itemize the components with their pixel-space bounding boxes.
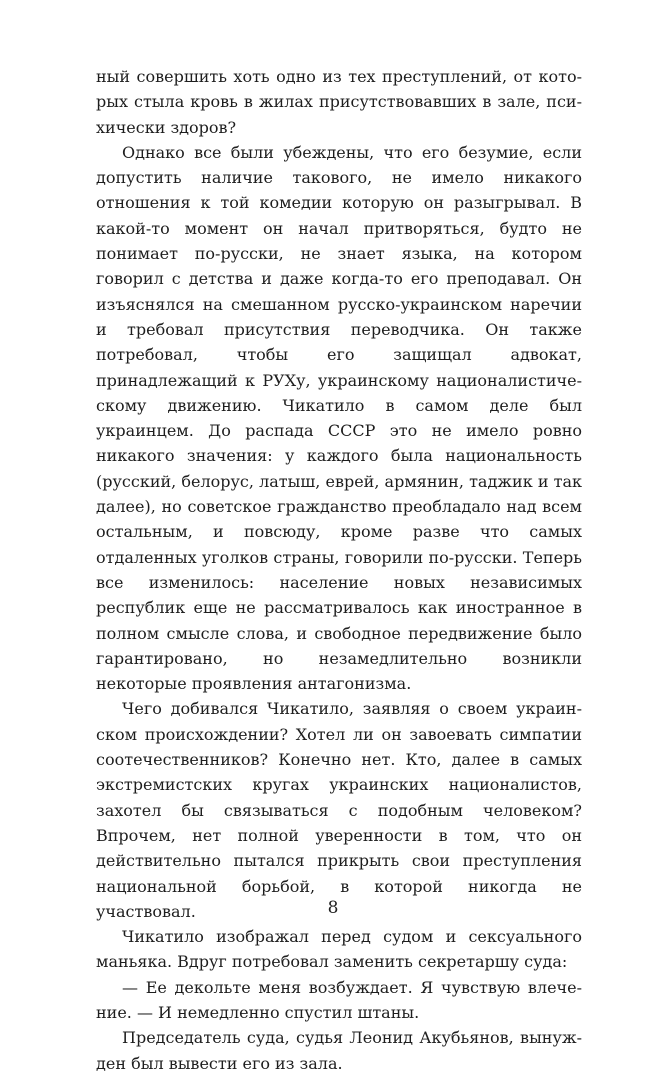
page-number: 8 (327, 898, 339, 918)
paragraph-3: Чего добивался Чикатило, заявляя о своем украинском происхождении? Хотел ли он завоевать симпатии соотечественников? Конечно нет. Кто, далее в самых экстремистских кругах украинских националистов, захотел бы связываться с подобным человеком? Впрочем, нет полной уверенности в том, что он действительно пытался прикрыть свои преступления национальной борьбой, в которой никогда не участвовал. (96, 699, 582, 921)
paragraph-1: ный совершить хоть одно из тех преступлений, от которых стыла кровь в жилах присутствовавших в зале, психически здоров? (96, 67, 582, 137)
paragraph-2: Однако все были убеждены, что его безумие, если допустить наличие такового, не имело никакого отношения к той комедии которую он разыгрывал. В какой-то момент он начал притворяться, будто не понимает по-русски, не знает языка, на котором говорил с детства и даже когда-то его преподавал. Он изъяснялся на смешанном русско-украинском наречии и требовал присутствия переводчика. Он также потребовал, чтобы его защищал адвокат, принадлежащий к РУХу, украинскому националистическому движению. Чикатило в самом деле был украинцем. До распада СССР это не имело ровно никакого значения: у каждого была национальность (русский, белорус, латыш, еврей, армянин, таджик и так далее), но советское гражданство преобладало над всем остальным, и повсюду, кроме разве что самых отдаленных уголков страны, говорили по-русски. Теперь все изменилось: население новых независимых республик еще не рассматривалось как иностранное в полном смысле слова, и свободное передвижение было гарантировано, но незамедлительно возникли некоторые проявления антагонизма. (96, 142, 582, 694)
paragraph-6: Председатель суда, судья Леонид Акубьянов, вынужден был вывести его из зала. (96, 1028, 582, 1073)
page-body (96, 64, 582, 1076)
paragraph-5: — Ее декольте меня возбуждает. Я чувствую влечение. — И немедленно спустил штаны. (96, 977, 582, 1022)
paragraph-4: Чикатило изображал перед судом и сексуального маньяка. Вдруг потребовал заменить секретаршу суда: (96, 927, 582, 972)
